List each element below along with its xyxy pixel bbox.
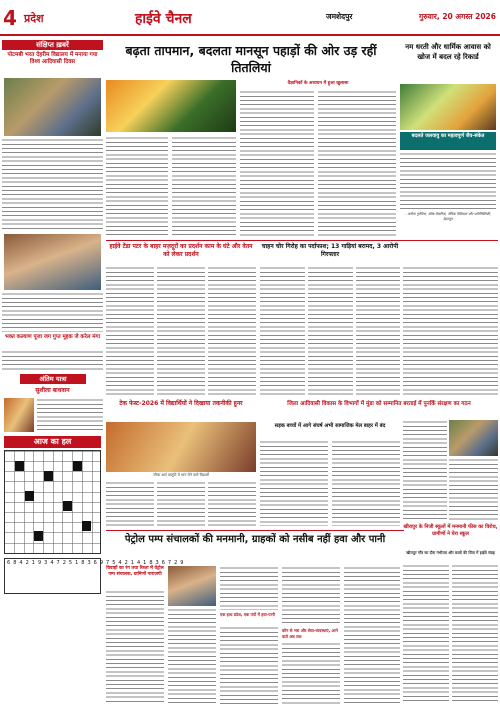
puzzle-answer-digit: 1 — [130, 560, 137, 566]
puzzle-answer-digit: 6 — [7, 560, 14, 566]
puzzle-answer-digit: 8 — [81, 560, 88, 566]
puzzle-black-cell — [44, 471, 53, 481]
lead-subhead: वैज्ञानिकों के अध्ययन में हुआ खुलासा — [287, 81, 349, 86]
page-number: 4 — [3, 6, 17, 30]
puzzle-answer-digit: 3 — [155, 560, 162, 566]
mid-story1-title: हाईवे टेंडा पटर के बाहर मज़दूरों का प्रदर्शन काम के घंटे और वेतन को लेकर प्रदर्शन — [109, 243, 253, 258]
bottom-inline-head1: एक हाथ प्रदेश, एक पंपों में हवा-पानी — [220, 612, 275, 617]
bottom-body-f — [344, 566, 400, 704]
side-feature-body — [400, 152, 496, 210]
bottom-headline: पेट्रोल पम्प संचालकों की मनमानी, ग्राहकों को नसीब नहीं हवा और पानी — [124, 534, 386, 545]
lead-story — [106, 40, 396, 238]
puzzle-answer-digit: 2 — [25, 560, 32, 566]
puzzle-answer-digit: 6 — [93, 560, 100, 566]
puzzle-answer-digit: 4 — [136, 560, 144, 566]
section-name: प्रदेश — [24, 12, 44, 25]
puzzle-answer-digit: 7 — [167, 560, 175, 566]
puzzle-black-cell — [73, 461, 82, 471]
right-story2-body-a — [403, 420, 447, 520]
puzzle-answer-digit: 1 — [75, 560, 82, 566]
right-story2-photo — [449, 420, 498, 456]
puzzle-answer-digit: 2 — [62, 560, 69, 566]
bottom-body-b — [220, 566, 278, 610]
side-feature-title: नम धरती और धार्मिक आवास को खोज में बदल रहे रिकार्ड — [405, 43, 491, 61]
puzzle-black-cell — [34, 531, 43, 541]
mid-story2-body-a — [260, 266, 305, 396]
puzzle-answer-digit: 3 — [87, 560, 94, 566]
puzzle-answer-digit: 8 — [149, 560, 156, 566]
techfest-title: टेक फेस्ट-2026 में विद्यार्थियों ने दिखाया तकनीकी हुनर — [119, 400, 243, 407]
issue-date: गुरुवार, 20 अगस्त 2026 — [418, 12, 496, 21]
bottom-photo — [168, 566, 216, 606]
brand-name: हाईवे चैनल — [135, 11, 192, 27]
brief-heading: संक्षिप्त ख़बरें — [2, 40, 103, 50]
mid-story4-body-a — [260, 440, 328, 526]
right-story3-body-a — [403, 564, 449, 704]
left-story1-body — [2, 138, 103, 230]
obituary-body — [37, 398, 103, 432]
puzzle-answer-digit: 2 — [124, 560, 131, 566]
mid-story1-body-b — [157, 266, 205, 396]
bottom-side-body — [106, 590, 164, 704]
masthead — [0, 0, 500, 40]
right-story3-sub: खीराप़ुर गाँव का दौरा गंभीरता और छात्रों की चिंता में हाईवे संग्रह — [406, 550, 495, 555]
side-feature — [398, 40, 498, 238]
side-feature-banner: बदलते जलवायु का महत्वपूर्ण जैव-संकेत — [400, 132, 496, 150]
mid-story2-body-c — [356, 266, 400, 396]
side-feature-author: - अनीता गुलैरिया, वरिष्ठ वैज्ञानिक, जैविक विविधता और पारिस्थितिकी, देहरादून — [405, 212, 491, 221]
puzzle-answer-digit: 4 — [19, 560, 26, 566]
left-story2-photo — [4, 234, 101, 290]
mid-story4-body-b — [332, 440, 400, 526]
puzzle-answer-digit: 1 — [143, 560, 150, 566]
bottom-body-e — [282, 642, 340, 704]
puzzle-answer-digit: 4 — [118, 560, 125, 566]
puzzle-answer-digit: 3 — [44, 560, 51, 566]
lead-headline: बढ़ता तापमान, बदलता मानसून पहाड़ों की ओर उड़ रहीं तितलियां — [125, 43, 377, 75]
bottom-body-c — [220, 626, 278, 704]
right-mid-body — [403, 266, 498, 396]
lead-butterfly-photo — [106, 80, 236, 132]
puzzle-answer-digit: 5 — [112, 560, 119, 566]
lead-body-col3 — [240, 90, 314, 236]
puzzle-answer-digit: 4 — [50, 560, 57, 566]
obituary-photo — [4, 398, 34, 432]
right-story3-body-b — [452, 564, 498, 704]
left-story1-title: पोटमबी भरत देहरीम विद्यालय में मनाया गया विश्व आदिवासी दिवस — [7, 52, 98, 65]
right-story2-body-b — [449, 458, 498, 520]
techfest-body-b — [157, 481, 205, 527]
obituary-name: सुशीला बाधवान — [35, 387, 70, 394]
lead-body-col4 — [318, 90, 396, 236]
puzzle-answer-digit: 2 — [174, 560, 181, 566]
puzzle-answer-digit: 9 — [37, 560, 45, 566]
bottom-body-d — [282, 566, 340, 626]
bottom-rule — [106, 530, 404, 531]
left-story1-photo — [4, 78, 101, 136]
techfest-body-c — [208, 481, 256, 527]
side-feature-photo — [400, 84, 496, 130]
mid-story1-body-a — [106, 266, 154, 396]
section-rule — [106, 240, 498, 241]
puzzle-answer-digit: 6 — [161, 560, 168, 566]
left-story2-more — [2, 350, 103, 372]
lead-body-col2 — [172, 136, 236, 236]
puzzle-answer-digit: 9 — [180, 560, 187, 566]
right-story3-title: खीराप़ुर के निजी स्कूलों में मनमानी फीस का विरोध, ग्रामीणों ने घेरा स्कूल — [403, 524, 498, 537]
puzzle-black-cell — [25, 491, 34, 501]
mid-story4-title: सड़क बच्चों में आगे संघर्ष अभी सामाजिक मेल बाहर में बंद — [274, 423, 386, 429]
puzzle-answer-digit: 8 — [13, 560, 20, 566]
bottom-body-a — [168, 608, 216, 704]
puzzle-answer-digit: 1 — [31, 560, 38, 566]
brand-band — [120, 8, 270, 30]
puzzle-title: आज का हल — [4, 436, 101, 448]
mid-story2-title: चाहन चोर गिरोह का पर्दाफाश; 13 गाड़ियां बरामद, 3 आरोपी गिरफ्तार — [261, 243, 399, 258]
obituary-heading: अंतिम यात्रा — [20, 374, 86, 384]
masthead-rule — [0, 34, 500, 36]
bottom-inline-head2: कौन से भरा और सेवा-व्यवस्थाएं, आने वाले अब तक — [282, 628, 338, 639]
city-name: जमशेदपुर — [326, 12, 353, 21]
mid-story2-body-b — [308, 266, 353, 396]
left-story2-title: भक्त कल्याण पूजा जग गुप्त मूहक जे करेल मंगा — [5, 334, 100, 340]
left-story2-body — [2, 292, 103, 332]
puzzle-answer-digit: 7 — [106, 560, 113, 566]
puzzle-answer-digit: 5 — [68, 560, 76, 566]
puzzle-answer-digit: 9 — [99, 560, 106, 566]
techfest-body-a — [106, 481, 154, 527]
techfest-caption: जीजा आर्ट प्रस्तुति में भाग लेने वाले विद्यार्थी — [153, 473, 209, 477]
right-story2-title: जिला आदिवासी विकास के विभागों में मुंडा को सम्मानित बरताई में पुनर्कि संरक्षण का गठन — [287, 401, 471, 407]
techfest-photo — [106, 422, 256, 472]
mid-story1-body-c — [208, 266, 256, 396]
puzzle-black-cell — [15, 461, 24, 471]
puzzle-answer-digit: 7 — [56, 560, 63, 566]
bottom-side-title: विवाहों का रंग तथा रिश्ता में वेट्रोल पम्प संचालक, ग्रामिणों नाराज़गी — [106, 566, 164, 577]
puzzle-grid — [4, 450, 101, 554]
lead-body-col1 — [106, 136, 168, 236]
puzzle-black-cell — [63, 501, 72, 511]
puzzle-black-cell — [82, 521, 91, 531]
